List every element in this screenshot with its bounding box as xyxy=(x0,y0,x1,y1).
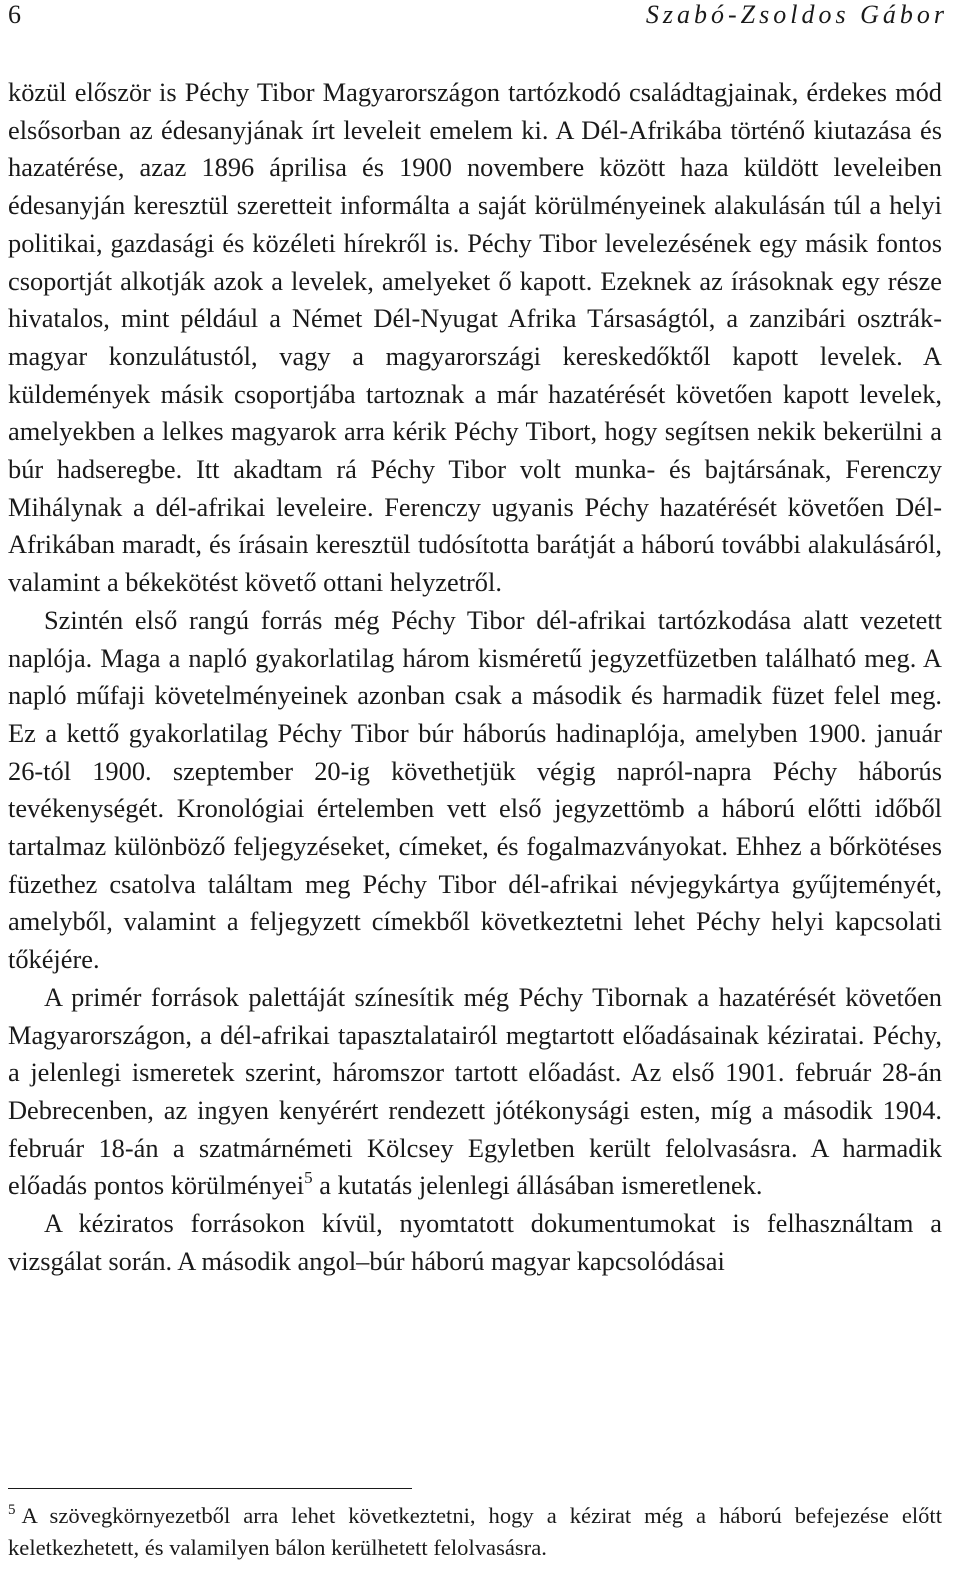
paragraph-2: Szintén első rangú forrás még Péchy Tibor dél-afrikai tartózkodása alatt vezetett naplója. Maga a napló gyakorlatilag három kisméretű jegyzetfüzetben található meg. A napló műfaji követelményeinek azonban csak a második és harmadik füzet felel meg. Ez a kettő gyakorlatilag Péchy Tibor búr háborús hadinaplója, amelyben 1900. január 26-tól 1900. szeptember 20-ig követhetjük végig napról-napra Péchy háborús tevékenységét. Kronológiai értelemben vett első jegyzettömb a háború előtti időből tartalmaz különböző feljegyzéseket, címeket, és fogalmazványokat. Ehhez a bőrkötéses füzethez csatolva találtam meg Péchy Tibor dél-afrikai névjegykártya gyűjteményét, amelyből, valamint a feljegyzett címekből következtetni lehet Péchy helyi kapcsolati tőkéjére. xyxy=(8,604,942,975)
paragraph-3-text: A primér források palettáját színesítik még Péchy Tibornak a hazatérését követően Magyarországon, a dél-afrikai tapasztalatairól megtartott előadásainak kéziratai. Péchy, a jelenlegi ismeretek szerint, háromszor tartott előadást. Az első 1901. február 28-án Debrecenben, az ingyen kenyérért rendezett jótékonysági esten, míg a második 1904. február 18-án a szatmárnémeti Kölcsey Egyletben került felolvasásra. A harmadik előadás pontos körülményei xyxy=(8,981,942,1201)
paragraph-3 xyxy=(8,979,942,1205)
footnote-divider xyxy=(8,1488,412,1489)
footnote-marker: 5 xyxy=(8,1502,16,1519)
footnote xyxy=(8,1500,942,1564)
footnote-text: A szövegkörnyezetből arra lehet következtetni, hogy a kézirat még a háború befejezése előtt keletkezhetett, és valamilyen bálon kerülhetett felolvasásra. xyxy=(8,1503,942,1560)
body-text xyxy=(8,74,942,1281)
paragraph-1: közül először is Péchy Tibor Magyarországon tartózkodó családtagjainak, érdekes mód elsősorban az édesanyjának írt leveleit emelem ki. A Dél-Afrikába történő kiutazása és hazatérése, azaz 1896 áprilisa és 1900 novembere között haza küldött leveleiben édesanyján keresztül szeretteit informálta a saját körülményeinek alakulásán túl a helyi politikai, gazdasági és közéleti hírekről is. Péchy Tibor levelezésének egy másik fontos csoportját alkotják azok a levelek, amelyeket ő kapott. Ezeknek az írásoknak egy része hivatalos, mint például a Német Dél-Nyugat Afrika Társaságtól, a zanzibári osztrák-magyar konzulátustól, vagy a magyarországi kereskedőktől kapott levelek. A küldemények másik csoportjába tartoznak a már hazatérését követően kapott levelek, amelyekben a lelkes magyarok arra kérik Péchy Tibort, hogy segítsen nekik bekerülni a búr hadseregbe. Itt akadtam rá Péchy Tibor volt munka- és bajtársának, Ferenczy Mihálynak a dél-afrikai leveleire. Ferenczy ugyanis Péchy hazatérését követően Dél-Afrikában maradt, és írásain keresztül tudósította barátját a háború további alakulásáról, valamint a békekötést követő ottani helyzetről. xyxy=(8,77,942,598)
footnote-reference: 5 xyxy=(304,1167,313,1187)
paragraph-4: A kéziratos forrásokon kívül, nyomtatott dokumentumokat is felhasználtam a vizsgálat során. A második angol–búr háború magyar kapcsolódásai xyxy=(8,1208,942,1276)
page-header xyxy=(8,0,948,30)
page-number: 6 xyxy=(8,0,21,29)
running-title: Szabó-Zsoldos Gábor xyxy=(645,0,948,29)
paragraph-3-text-cont: a kutatás jelenlegi állásában ismeretlenek. xyxy=(312,1170,763,1201)
